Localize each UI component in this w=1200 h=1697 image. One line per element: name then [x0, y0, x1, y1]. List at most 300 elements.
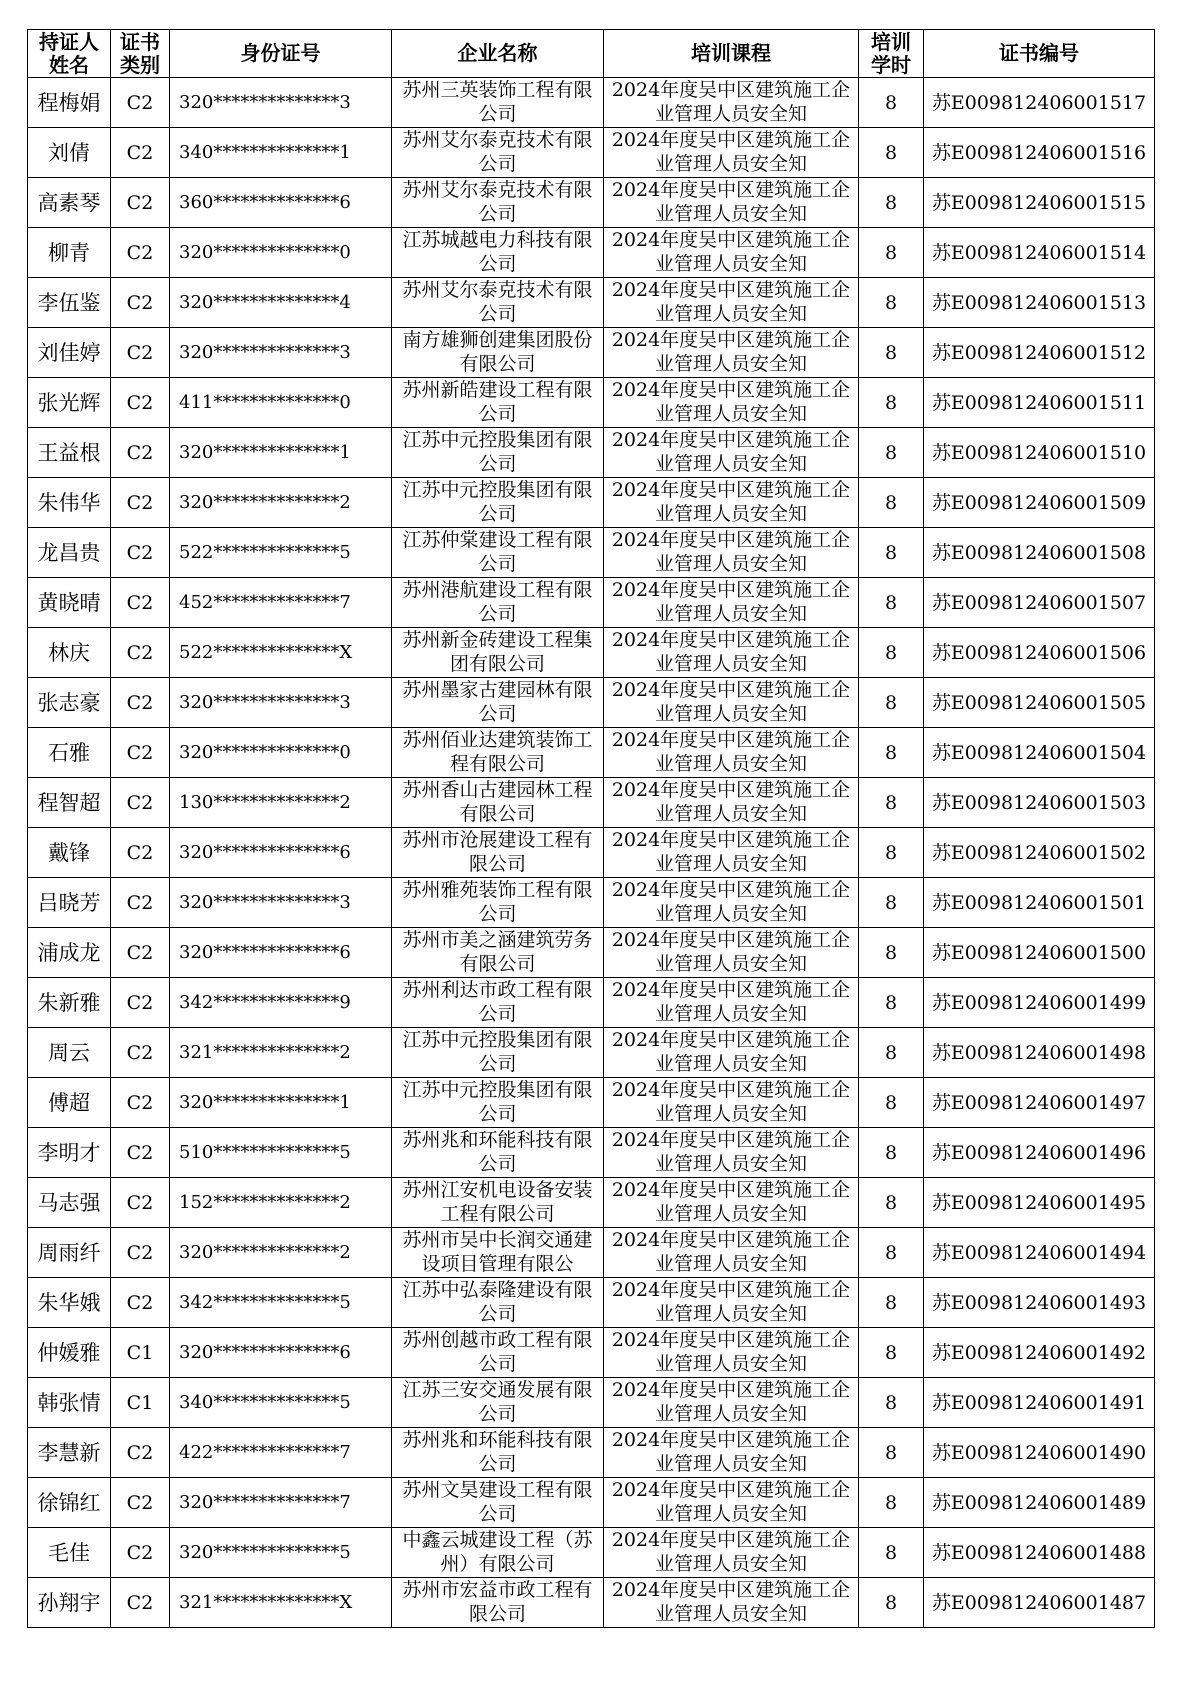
cell-training-course — [604, 1478, 859, 1528]
cell-cert-type: C2 — [111, 1478, 170, 1528]
cell-cert-type: C2 — [111, 428, 170, 478]
cell-holder-name: 龙昌贵 — [28, 528, 111, 578]
cell-training-course-text: 2024年度吴中区建筑施工企业管理人员安全知 — [611, 1379, 851, 1425]
cell-id-number: 321**************X — [170, 1578, 392, 1628]
cell-training-course-text: 2024年度吴中区建筑施工企业管理人员安全知 — [611, 1579, 851, 1625]
cell-training-hours: 8 — [859, 528, 924, 578]
table-row — [28, 928, 1155, 978]
cell-cert-number: 苏E009812406001492 — [924, 1328, 1155, 1378]
cell-company-name-text: 苏州墨家古建园林有限公司 — [402, 679, 593, 725]
cell-cert-type: C2 — [111, 1128, 170, 1178]
cell-company-name-text: 苏州新金砖建设工程集团有限公司 — [402, 629, 593, 675]
cell-training-course — [604, 928, 859, 978]
cell-holder-name: 马志强 — [28, 1178, 111, 1228]
cell-company-name-text: 苏州艾尔泰克技术有限公司 — [402, 179, 593, 225]
cell-id-number: 320**************0 — [170, 728, 392, 778]
cell-company-name — [392, 1228, 604, 1278]
cell-cert-number: 苏E009812406001497 — [924, 1078, 1155, 1128]
cell-company-name — [392, 1578, 604, 1628]
cell-cert-number: 苏E009812406001494 — [924, 1228, 1155, 1278]
cell-id-number: 522**************X — [170, 628, 392, 678]
cell-training-hours: 8 — [859, 78, 924, 128]
cell-company-name — [392, 928, 604, 978]
cell-training-hours: 8 — [859, 1428, 924, 1478]
cell-training-hours: 8 — [859, 1078, 924, 1128]
cell-cert-number: 苏E009812406001493 — [924, 1278, 1155, 1328]
cell-company-name-text: 苏州三英装饰工程有限公司 — [402, 79, 593, 125]
cell-training-course-text: 2024年度吴中区建筑施工企业管理人员安全知 — [611, 129, 851, 175]
cell-training-course-text: 2024年度吴中区建筑施工企业管理人员安全知 — [611, 1279, 851, 1325]
cell-company-name-text: 江苏中弘泰隆建设有限公司 — [402, 1279, 593, 1325]
cell-training-course-text: 2024年度吴中区建筑施工企业管理人员安全知 — [611, 579, 851, 625]
cell-cert-type: C2 — [111, 628, 170, 678]
table-row — [28, 878, 1155, 928]
table-row — [28, 1128, 1155, 1178]
cell-company-name-text: 江苏中元控股集团有限公司 — [402, 479, 593, 525]
cell-cert-number: 苏E009812406001507 — [924, 578, 1155, 628]
cell-company-name — [392, 1078, 604, 1128]
cell-training-hours: 8 — [859, 1178, 924, 1228]
table-row — [28, 728, 1155, 778]
cell-training-course-text: 2024年度吴中区建筑施工企业管理人员安全知 — [611, 329, 851, 375]
cell-holder-name: 仲媛雅 — [28, 1328, 111, 1378]
cell-id-number: 130**************2 — [170, 778, 392, 828]
cell-cert-type: C2 — [111, 378, 170, 428]
cell-id-number: 342**************5 — [170, 1278, 392, 1328]
cell-holder-name: 吕晓芳 — [28, 878, 111, 928]
header-training-course: 培训课程 — [604, 30, 859, 78]
table-row — [28, 378, 1155, 428]
cell-company-name — [392, 78, 604, 128]
cell-company-name-text: 苏州市吴中长润交通建设项目管理有限公 — [402, 1229, 593, 1275]
table-row — [28, 1028, 1155, 1078]
cell-id-number: 320**************7 — [170, 1478, 392, 1528]
cell-cert-type: C2 — [111, 1228, 170, 1278]
cell-training-course — [604, 378, 859, 428]
cell-id-number: 452**************7 — [170, 578, 392, 628]
cell-training-course-text: 2024年度吴中区建筑施工企业管理人员安全知 — [611, 1329, 851, 1375]
cell-training-course — [604, 1528, 859, 1578]
cell-cert-number: 苏E009812406001490 — [924, 1428, 1155, 1478]
cell-holder-name: 朱华娥 — [28, 1278, 111, 1328]
cell-training-course-text: 2024年度吴中区建筑施工企业管理人员安全知 — [611, 479, 851, 525]
cell-holder-name: 毛佳 — [28, 1528, 111, 1578]
cell-cert-type: C2 — [111, 1028, 170, 1078]
cell-cert-number: 苏E009812406001495 — [924, 1178, 1155, 1228]
cell-id-number: 510**************5 — [170, 1128, 392, 1178]
cell-holder-name: 张光辉 — [28, 378, 111, 428]
cell-company-name — [392, 1178, 604, 1228]
cell-holder-name: 黄晓晴 — [28, 578, 111, 628]
cell-id-number: 320**************0 — [170, 228, 392, 278]
cell-id-number: 320**************3 — [170, 878, 392, 928]
cell-cert-type: C2 — [111, 478, 170, 528]
cell-cert-type: C2 — [111, 778, 170, 828]
cell-holder-name: 程智超 — [28, 778, 111, 828]
cell-holder-name: 李明才 — [28, 1128, 111, 1178]
table-row — [28, 128, 1155, 178]
header-cert-number: 证书编号 — [924, 30, 1155, 78]
cell-training-hours: 8 — [859, 928, 924, 978]
cell-cert-number: 苏E009812406001489 — [924, 1478, 1155, 1528]
cell-training-course — [604, 678, 859, 728]
table-row — [28, 328, 1155, 378]
cell-training-course — [604, 728, 859, 778]
cell-training-course — [604, 1328, 859, 1378]
table-row — [28, 1328, 1155, 1378]
cell-cert-number: 苏E009812406001491 — [924, 1378, 1155, 1428]
cell-cert-type: C2 — [111, 278, 170, 328]
cell-company-name-text: 江苏中元控股集团有限公司 — [402, 1079, 593, 1125]
cell-holder-name: 孙翔宇 — [28, 1578, 111, 1628]
cell-holder-name: 韩张情 — [28, 1378, 111, 1428]
cell-training-course-text: 2024年度吴中区建筑施工企业管理人员安全知 — [611, 879, 851, 925]
table-row — [28, 1228, 1155, 1278]
cell-id-number: 320**************1 — [170, 428, 392, 478]
cell-cert-number: 苏E009812406001509 — [924, 478, 1155, 528]
cell-cert-number: 苏E009812406001502 — [924, 828, 1155, 878]
cell-training-course-text: 2024年度吴中区建筑施工企业管理人员安全知 — [611, 1179, 851, 1225]
cell-company-name-text: 苏州兆和环能科技有限公司 — [402, 1129, 593, 1175]
cell-cert-number: 苏E009812406001517 — [924, 78, 1155, 128]
cell-training-course — [604, 228, 859, 278]
cell-training-course-text: 2024年度吴中区建筑施工企业管理人员安全知 — [611, 779, 851, 825]
cell-holder-name: 周云 — [28, 1028, 111, 1078]
cell-holder-name: 刘佳婷 — [28, 328, 111, 378]
cell-company-name — [392, 1278, 604, 1328]
cell-holder-name: 王益根 — [28, 428, 111, 478]
cell-id-number: 320**************2 — [170, 1228, 392, 1278]
table-row — [28, 1578, 1155, 1628]
cell-company-name — [392, 278, 604, 328]
cell-company-name-text: 苏州利达市政工程有限公司 — [402, 979, 593, 1025]
cell-training-hours: 8 — [859, 1328, 924, 1378]
table-header-row — [28, 30, 1155, 78]
cell-company-name-text: 苏州创越市政工程有限公司 — [402, 1329, 593, 1375]
cell-cert-number: 苏E009812406001503 — [924, 778, 1155, 828]
cell-training-course-text: 2024年度吴中区建筑施工企业管理人员安全知 — [611, 379, 851, 425]
cell-training-hours: 8 — [859, 878, 924, 928]
table-row — [28, 178, 1155, 228]
cell-company-name — [392, 1378, 604, 1428]
cell-holder-name: 浦成龙 — [28, 928, 111, 978]
cell-cert-type: C2 — [111, 1178, 170, 1228]
table-row — [28, 578, 1155, 628]
cell-cert-number: 苏E009812406001515 — [924, 178, 1155, 228]
cell-training-hours: 8 — [859, 1478, 924, 1528]
cell-cert-type: C2 — [111, 878, 170, 928]
cell-training-hours: 8 — [859, 1578, 924, 1628]
cell-training-course-text: 2024年度吴中区建筑施工企业管理人员安全知 — [611, 1229, 851, 1275]
cell-company-name — [392, 378, 604, 428]
cell-company-name-text: 江苏仲棠建设工程有限公司 — [402, 529, 593, 575]
cell-company-name — [392, 1128, 604, 1178]
cell-holder-name: 张志豪 — [28, 678, 111, 728]
cell-training-hours: 8 — [859, 228, 924, 278]
cell-training-course-text: 2024年度吴中区建筑施工企业管理人员安全知 — [611, 179, 851, 225]
cell-cert-type: C2 — [111, 1278, 170, 1328]
cell-training-course-text: 2024年度吴中区建筑施工企业管理人员安全知 — [611, 1079, 851, 1125]
cell-training-course-text: 2024年度吴中区建筑施工企业管理人员安全知 — [611, 79, 851, 125]
cell-id-number: 321**************2 — [170, 1028, 392, 1078]
cell-id-number: 320**************6 — [170, 928, 392, 978]
cell-id-number: 320**************3 — [170, 678, 392, 728]
cell-company-name — [392, 878, 604, 928]
table-row — [28, 78, 1155, 128]
cell-company-name-text: 苏州港航建设工程有限公司 — [402, 579, 593, 625]
cell-training-hours: 8 — [859, 628, 924, 678]
cell-training-hours: 8 — [859, 1028, 924, 1078]
cell-cert-number: 苏E009812406001500 — [924, 928, 1155, 978]
cell-company-name-text: 江苏城越电力科技有限公司 — [402, 229, 593, 275]
header-company-name: 企业名称 — [392, 30, 604, 78]
cell-cert-number: 苏E009812406001514 — [924, 228, 1155, 278]
cell-training-course-text: 2024年度吴中区建筑施工企业管理人员安全知 — [611, 429, 851, 475]
cell-cert-number: 苏E009812406001488 — [924, 1528, 1155, 1578]
cell-cert-number: 苏E009812406001487 — [924, 1578, 1155, 1628]
cell-holder-name: 刘倩 — [28, 128, 111, 178]
cell-cert-type: C2 — [111, 328, 170, 378]
cell-company-name — [392, 228, 604, 278]
cell-training-course — [604, 1178, 859, 1228]
table-row — [28, 428, 1155, 478]
cell-company-name — [392, 428, 604, 478]
cell-company-name-text: 江苏中元控股集团有限公司 — [402, 1029, 593, 1075]
cell-training-course — [604, 828, 859, 878]
cell-cert-number: 苏E009812406001506 — [924, 628, 1155, 678]
cell-training-course-text: 2024年度吴中区建筑施工企业管理人员安全知 — [611, 679, 851, 725]
cell-training-course-text: 2024年度吴中区建筑施工企业管理人员安全知 — [611, 1479, 851, 1525]
header-training-hours: 培训学时 — [859, 30, 924, 78]
table-row — [28, 1428, 1155, 1478]
cell-id-number: 320**************6 — [170, 828, 392, 878]
certificate-table — [27, 29, 1155, 1628]
cell-company-name — [392, 678, 604, 728]
cell-cert-number: 苏E009812406001516 — [924, 128, 1155, 178]
cell-training-course-text: 2024年度吴中区建筑施工企业管理人员安全知 — [611, 729, 851, 775]
cell-company-name-text: 南方雄狮创建集团股份有限公司 — [402, 329, 593, 375]
cell-training-course-text: 2024年度吴中区建筑施工企业管理人员安全知 — [611, 529, 851, 575]
cell-company-name — [392, 328, 604, 378]
cell-training-course — [604, 428, 859, 478]
cell-company-name — [392, 128, 604, 178]
cell-id-number: 152**************2 — [170, 1178, 392, 1228]
cell-training-course-text: 2024年度吴中区建筑施工企业管理人员安全知 — [611, 1429, 851, 1475]
cell-cert-number: 苏E009812406001501 — [924, 878, 1155, 928]
cell-holder-name: 朱新雅 — [28, 978, 111, 1028]
cell-cert-number: 苏E009812406001496 — [924, 1128, 1155, 1178]
cell-id-number: 340**************1 — [170, 128, 392, 178]
cell-training-hours: 8 — [859, 428, 924, 478]
cell-company-name-text: 苏州市宏益市政工程有限公司 — [402, 1579, 593, 1625]
table-row — [28, 978, 1155, 1028]
cell-cert-type: C2 — [111, 128, 170, 178]
cell-company-name-text: 中鑫云城建设工程（苏州）有限公司 — [402, 1529, 593, 1575]
cell-holder-name: 徐锦红 — [28, 1478, 111, 1528]
cell-company-name — [392, 1028, 604, 1078]
cell-cert-type: C2 — [111, 578, 170, 628]
cell-cert-number: 苏E009812406001504 — [924, 728, 1155, 778]
cell-training-course-text: 2024年度吴中区建筑施工企业管理人员安全知 — [611, 1029, 851, 1075]
cell-cert-type: C2 — [111, 1528, 170, 1578]
cell-training-course — [604, 328, 859, 378]
cell-cert-type: C2 — [111, 528, 170, 578]
cell-cert-type: C2 — [111, 828, 170, 878]
cell-holder-name: 傅超 — [28, 1078, 111, 1128]
cell-training-course-text: 2024年度吴中区建筑施工企业管理人员安全知 — [611, 1529, 851, 1575]
cell-holder-name: 戴锋 — [28, 828, 111, 878]
table-row — [28, 228, 1155, 278]
cell-training-hours: 8 — [859, 578, 924, 628]
cell-training-course — [604, 578, 859, 628]
cell-company-name — [392, 578, 604, 628]
cell-cert-number: 苏E009812406001505 — [924, 678, 1155, 728]
cell-cert-number: 苏E009812406001513 — [924, 278, 1155, 328]
cell-company-name — [392, 478, 604, 528]
cell-holder-name: 程梅娟 — [28, 78, 111, 128]
cell-cert-type: C2 — [111, 678, 170, 728]
cell-holder-name: 林庆 — [28, 628, 111, 678]
cell-company-name — [392, 528, 604, 578]
cell-company-name-text: 苏州兆和环能科技有限公司 — [402, 1429, 593, 1475]
cell-holder-name: 李慧新 — [28, 1428, 111, 1478]
cell-training-course-text: 2024年度吴中区建筑施工企业管理人员安全知 — [611, 979, 851, 1025]
cell-holder-name: 朱伟华 — [28, 478, 111, 528]
cell-cert-type: C2 — [111, 978, 170, 1028]
cell-company-name — [392, 1428, 604, 1478]
cell-training-hours: 8 — [859, 478, 924, 528]
table-row — [28, 1378, 1155, 1428]
cell-training-hours: 8 — [859, 128, 924, 178]
header-holder-name: 持证人姓名 — [28, 30, 111, 78]
cell-training-hours: 8 — [859, 328, 924, 378]
cell-company-name — [392, 728, 604, 778]
cell-training-hours: 8 — [859, 1528, 924, 1578]
cell-training-hours: 8 — [859, 728, 924, 778]
cell-id-number: 320**************2 — [170, 478, 392, 528]
cell-id-number: 320**************5 — [170, 1528, 392, 1578]
cell-id-number: 340**************5 — [170, 1378, 392, 1428]
cell-training-course-text: 2024年度吴中区建筑施工企业管理人员安全知 — [611, 1129, 851, 1175]
cell-company-name-text: 苏州市沧展建设工程有限公司 — [402, 829, 593, 875]
table-row — [28, 1478, 1155, 1528]
cell-company-name-text: 江苏中元控股集团有限公司 — [402, 429, 593, 475]
table-row — [28, 1278, 1155, 1328]
cell-cert-number: 苏E009812406001499 — [924, 978, 1155, 1028]
table-row — [28, 1178, 1155, 1228]
cell-training-course — [604, 1378, 859, 1428]
cell-training-hours: 8 — [859, 678, 924, 728]
cell-company-name — [392, 978, 604, 1028]
cell-id-number: 342**************9 — [170, 978, 392, 1028]
cell-cert-type: C1 — [111, 1328, 170, 1378]
cell-id-number: 422**************7 — [170, 1428, 392, 1478]
cell-training-hours: 8 — [859, 828, 924, 878]
cell-cert-type: C1 — [111, 1378, 170, 1428]
cell-training-hours: 8 — [859, 1228, 924, 1278]
cell-training-hours: 8 — [859, 1378, 924, 1428]
cell-company-name-text: 苏州香山古建园林工程有限公司 — [402, 779, 593, 825]
cell-id-number: 320**************3 — [170, 328, 392, 378]
cell-cert-type: C2 — [111, 1578, 170, 1628]
cell-training-course — [604, 628, 859, 678]
cell-holder-name: 高素琴 — [28, 178, 111, 228]
cell-company-name — [392, 628, 604, 678]
cell-training-course-text: 2024年度吴中区建筑施工企业管理人员安全知 — [611, 229, 851, 275]
table-row — [28, 678, 1155, 728]
cell-training-course — [604, 878, 859, 928]
cell-company-name-text: 苏州雅苑装饰工程有限公司 — [402, 879, 593, 925]
cell-training-course-text: 2024年度吴中区建筑施工企业管理人员安全知 — [611, 829, 851, 875]
cell-company-name-text: 苏州艾尔泰克技术有限公司 — [402, 279, 593, 325]
cell-training-hours: 8 — [859, 1278, 924, 1328]
cell-training-course-text: 2024年度吴中区建筑施工企业管理人员安全知 — [611, 629, 851, 675]
cell-cert-type: C2 — [111, 728, 170, 778]
cell-holder-name: 李伍鉴 — [28, 278, 111, 328]
cell-training-course-text: 2024年度吴中区建筑施工企业管理人员安全知 — [611, 929, 851, 975]
cell-cert-type: C2 — [111, 78, 170, 128]
table-row — [28, 478, 1155, 528]
cell-id-number: 320**************6 — [170, 1328, 392, 1378]
header-id-number: 身份证号 — [170, 30, 392, 78]
cell-cert-number: 苏E009812406001508 — [924, 528, 1155, 578]
cell-training-course — [604, 778, 859, 828]
cell-company-name-text: 苏州市美之涵建筑劳务有限公司 — [402, 929, 593, 975]
cell-cert-number: 苏E009812406001511 — [924, 378, 1155, 428]
cell-cert-type: C2 — [111, 1428, 170, 1478]
cell-holder-name: 周雨纤 — [28, 1228, 111, 1278]
table-row — [28, 1078, 1155, 1128]
cell-training-hours: 8 — [859, 278, 924, 328]
table-row — [28, 778, 1155, 828]
cell-training-hours: 8 — [859, 178, 924, 228]
cell-training-course — [604, 78, 859, 128]
table-row — [28, 528, 1155, 578]
table-row — [28, 278, 1155, 328]
cell-id-number: 320**************1 — [170, 1078, 392, 1128]
cell-training-course — [604, 1278, 859, 1328]
header-cert-type: 证书类别 — [111, 30, 170, 78]
cell-company-name-text: 苏州文昊建设工程有限公司 — [402, 1479, 593, 1525]
cell-company-name-text: 苏州艾尔泰克技术有限公司 — [402, 129, 593, 175]
cell-training-course — [604, 128, 859, 178]
cell-training-course — [604, 1128, 859, 1178]
cell-company-name — [392, 1328, 604, 1378]
cell-training-hours: 8 — [859, 378, 924, 428]
cell-training-course — [604, 478, 859, 528]
cell-cert-number: 苏E009812406001510 — [924, 428, 1155, 478]
cell-company-name — [392, 778, 604, 828]
cell-company-name — [392, 1478, 604, 1528]
cell-id-number: 360**************6 — [170, 178, 392, 228]
cell-id-number: 320**************3 — [170, 78, 392, 128]
cell-holder-name: 石雅 — [28, 728, 111, 778]
cell-id-number: 320**************4 — [170, 278, 392, 328]
cell-training-hours: 8 — [859, 1128, 924, 1178]
table-row — [28, 628, 1155, 678]
cell-training-hours: 8 — [859, 778, 924, 828]
cell-cert-type: C2 — [111, 228, 170, 278]
cell-cert-type: C2 — [111, 1078, 170, 1128]
cell-training-course — [604, 1028, 859, 1078]
cell-training-course — [604, 278, 859, 328]
cell-training-course — [604, 978, 859, 1028]
cell-company-name-text: 苏州佰业达建筑装饰工程有限公司 — [402, 729, 593, 775]
cell-training-course — [604, 1578, 859, 1628]
cell-cert-number: 苏E009812406001512 — [924, 328, 1155, 378]
cell-company-name — [392, 1528, 604, 1578]
cell-training-course — [604, 1228, 859, 1278]
